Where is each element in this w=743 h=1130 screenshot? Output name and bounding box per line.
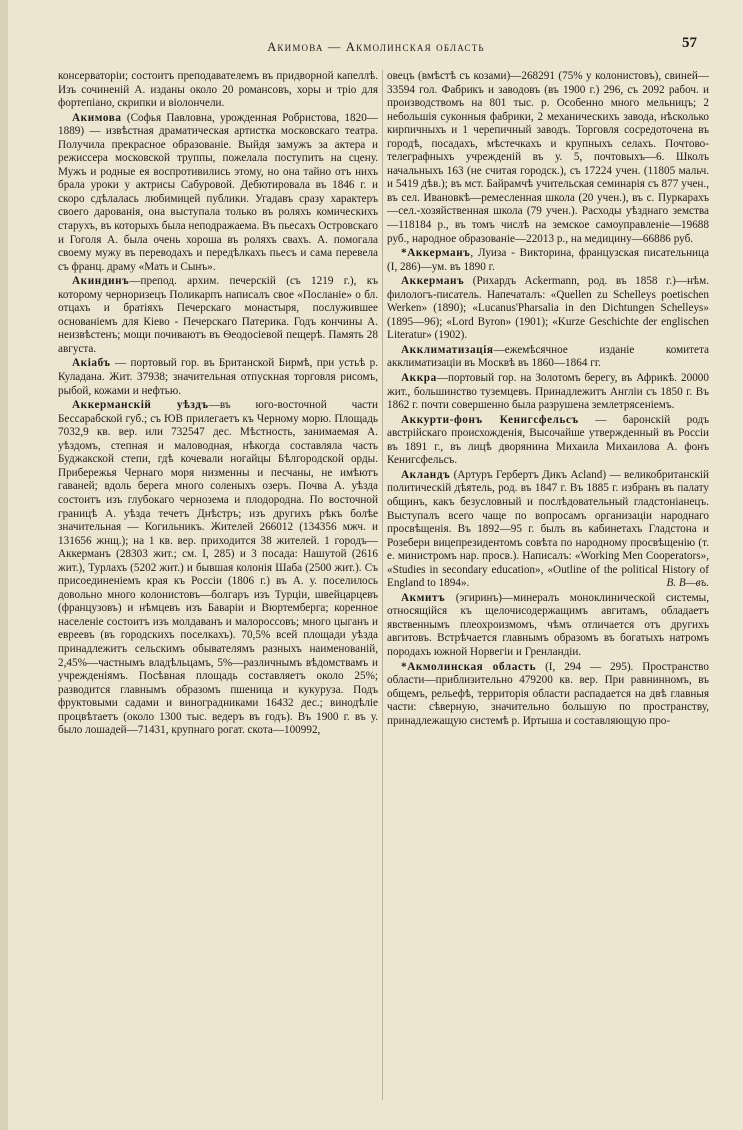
dictionary-entry	[387, 275, 709, 343]
page-number: 57	[682, 35, 697, 51]
dictionary-entry	[387, 372, 709, 413]
entry-headword: Аккерманъ	[401, 275, 465, 288]
entry-text: —ежемѣсячное изданіе комитета акклиматизаціи въ Москвѣ въ 1860—1864 гг.	[387, 343, 709, 370]
dictionary-entry	[387, 592, 709, 660]
dictionary-entry	[58, 275, 378, 356]
column-divider	[382, 70, 383, 1100]
entry-text: (Артуръ Гербертъ Дикъ Асland) — великобританскій политическій дѣятель, род. въ 1847 г. Въ 1885 г. избранъ въ палату общинъ, какъ безусловный и послѣдовательный гладстоніанецъ. Выступалъ всего чаще по вопросамъ организаціи народнаго просвѣщенія. Въ 1892—95 г. былъ въ кабинетахъ Гладстона и Розебери вицепрезидентомъ совѣта по народному просвѣщенію (т. е. министромъ нар. просв.). Написалъ: «Working Men Cooperators», «Studies in secondary education», «Outline of the political History of England to 1894».	[387, 468, 709, 590]
entry-headword: Акіабъ	[72, 357, 111, 370]
entry-headword: Аккерманскій уѣздъ	[72, 399, 209, 412]
right-column	[387, 70, 709, 1100]
left-column	[58, 70, 378, 1100]
entry-headword: Акклиматизація	[401, 343, 494, 356]
entry-text: —препод. архим. печерскій (съ 1219 г.), къ которому черноризецъ Поликарпъ написалъ свое «Посланіе» о бл. отцахъ и братіяхъ Печерскаго монастыря, послужившее основаніемъ для Кіево - Печерскаго Патерика. Годъ кончины А. неизвѣстенъ; мощи почиваютъ въ Ѳеодосіевой пещерѣ. Память 28 августа.	[58, 275, 378, 355]
dictionary-entry	[58, 399, 378, 738]
entry-text: (I, 294 — 295). Пространство области—приблизительно 479200 кв. вер. При равнинномъ, въ общемъ, рельефѣ, территорія области распадается на двѣ главныя части: сѣверную, значительно большую по пространству, принадлежащую системѣ р. Иртыша и составляющую про-	[387, 660, 709, 727]
entry-signature: В. В—въ.	[666, 577, 709, 590]
dictionary-entry	[387, 247, 709, 274]
entry-headword: *Аккерманъ	[401, 247, 471, 260]
entry-text: (Софья Павловна, урожденная Робристова, 1820—1889) — извѣстная драматическая артистка московскаго театра. Получила прекрасное образованіе. Выйдя замужъ за актера и режиссера московской труппы, пожелала поступить на сцену. Мужъ и родные ея воспротивились этому, но она тайно отъ нихъ брала уроки у актрисы Сабуровой. Дебютировала въ 1846 г. и скоро сдѣлалась любимицей публики. Угадавъ сразу характеръ своего дарованія, она выступала только въ роляхъ комическихъ старухъ, въ которыхъ была неподражаема. Въ пьесахъ Островскаго и Гоголя А. была очень хороша въ роляхъ свахъ. А. помогала своему мужу въ переводахъ и передѣлкахъ пьесъ и сама перевела съ франц. драму «Мать и Сынъ».	[58, 111, 378, 273]
entry-headword: Акиндинъ	[72, 275, 130, 288]
entry-text: консерваторіи; состоитъ преподавателемъ въ придворной капеллѣ. Изъ сочиненій А. изданы около 20 романсовъ, хоры и тріо для фортепіано, скрипки и віолончели.	[58, 70, 378, 110]
entry-headword: Акимова	[72, 111, 122, 124]
entry-headword: Аккурти-фонъ Кенигсфельсъ	[401, 413, 579, 426]
dictionary-entry	[387, 70, 709, 246]
page-edge	[0, 0, 8, 1130]
entry-headword: Аккра	[401, 372, 437, 385]
entry-text: —портовый гор. на Золотомъ берегу, въ Африкѣ. 20000 жит., большинство туземцевъ. Принадлежитъ Англіи съ 1850 г. Въ 1862 г. почти совершенно была разрушена землетрясеніемъ.	[387, 372, 709, 412]
dictionary-entry	[387, 661, 709, 729]
dictionary-entry	[58, 357, 378, 398]
entry-text: — портовый гор. въ Британской Бирмѣ, при устьѣ р. Куладана. Жит. 37938; значительная отпускная торговля рисомъ, рыбой, кожами и нефтью.	[58, 357, 378, 397]
entry-text: —въ юго-восточной части Бессарабской губ.; съ ЮВ прилегаетъ къ Черному морю. Площадь 7032,9 кв. вер. или 732547 дес. Мѣстность, занимаемая А. уѣздомъ, степная и маловодная, нѣкогда составляла часть Буджакской степи, гдѣ кочевали ногайцы Бѣлгородской орды. Прибережья Чернаго моря низменны и песчаны, не имѣютъ гаваней; вдоль берега много соленыхъ озеръ. Почва А. уѣзда состоитъ изъ глубокаго чернозема и плодородна. По восточной границѣ А. уѣзда течетъ Днѣстръ; изъ другихъ рѣкъ болѣе значительная — Когильникъ. Жителей 266012 (134356 мжч. и 131656 жнщ.); на 1 кв. вер. приходится 38 жителей. 1 городъ—Аккерманъ (28303 жит.; см. I, 285) и 3 посада: Нашутой (2616 жит.), Турлахъ (5202 жит.) и бывшая колонія Шаба (2500 жит.). Съ присоединеніемъ края къ Россіи (1806 г.) въ А. у. поселилось довольно много колонистовъ—болгаръ изъ Турціи, швейцарцевъ (французовъ) и нѣмцевъ изъ Баваріи и Вюртемберга; коренное населеніе состоитъ изъ молдаванъ и малороссовъ; много цыганъ и евреевъ (въ городскихъ поселкахъ). 70,5% всей площади уѣзда принадлежитъ сельскимъ обывателямъ разныхъ наименованій, 2,45%—частнымъ владѣльцамъ, 5%—различнымъ вѣдомствамъ и учрежденіямъ. Посѣвная площадь составляетъ около 25%; разводится главнымъ образомъ пшеница и кукуруза. Подъ фруктовыми садами и виноградниками 16432 дес.; винодѣліе процвѣтаетъ (около 1300 тыс. ведеръ въ годъ). Въ 1900 г. въ у. было лошадей—71431, крупнаго рогат. скота—100992,	[58, 399, 378, 737]
entry-text: (эгиринъ)—минералъ моноклинической системы, относящійся къ щелочисодержащимъ авгитамъ, обладаетъ явственнымъ плеохроизмомъ, чѣмъ отличается отъ другихъ авгитовъ. Встрѣчается главнымъ образомъ въ богатыхъ натромъ породахъ южной Норвегіи и Гренландіи.	[387, 591, 709, 658]
running-title: Акимова — Акмолинская область	[267, 40, 485, 54]
dictionary-entry	[58, 70, 378, 111]
entry-text: овецъ (вмѣстѣ съ козами)—268291 (75% у колонистовъ), свиней—33594 гол. Фабрикъ и заводовъ (въ 1900 г.) 296, съ 2092 рабоч. и производствомъ на 801 тыс. р. Особенно много мельницъ; 2 небольшія суконныя фабрики, 2 механическихъ завода, нѣсколько кирпичныхъ и 1 черепичный заводъ. Торговля сосредоточена въ городѣ, посадахъ, мѣстечкахъ и крупныхъ селахъ. Почтово-телеграфныхъ учрежденій въ у. 5, почтовыхъ—6. Школъ начальныхъ 163 (не считая городск.), съ 17224 учен. (11805 мальч. и 5419 дѣв.); въ мст. Байрамчѣ учительская семинарія съ 877 учен., въ сел. Ивановкѣ—ремесленная школа (20 учен.), въ с. Пуркарахъ—сел.-хозяйственная школа (79 учен.). Расходы уѣзднаго земства—118184 р., въ томъ числѣ на земское самоуправленіе—19688 руб., народное образованіе—22013 р., на медицину—66886 руб.	[387, 70, 709, 245]
entry-text: , Луиза - Викторина, французская писательница (I, 286)—ум. въ 1890 г.	[387, 247, 709, 273]
entry-headword: Акландъ	[401, 468, 451, 481]
entry-headword: *Акмолинская область	[401, 660, 537, 673]
entry-headword: Акмитъ	[401, 591, 446, 604]
dictionary-entry	[387, 469, 709, 591]
dictionary-entry	[387, 344, 709, 371]
dictionary-entry	[58, 112, 378, 275]
dictionary-entry	[387, 414, 709, 468]
entry-text: — баронскій родъ австрійскаго происхожденія, Высочайше утвержденный въ Россіи въ 1891 г., въ лицѣ дворянина Михаила Михаилова А. фонъ Кенигсфельсъ.	[387, 413, 709, 467]
entry-text: (Рихардъ Ackermann, род. въ 1858 г.)—нѣм. филологъ-писатель. Напечаталъ: «Quellen zu Schelleys poetischen Werken» (1890); «Lucanus'Pharsalia in den Dichtungen Schelleys» (1895—96); «Lord Byron» (1901); «Kurze Geschichte der englischen Literatur» (1902).	[387, 275, 709, 342]
